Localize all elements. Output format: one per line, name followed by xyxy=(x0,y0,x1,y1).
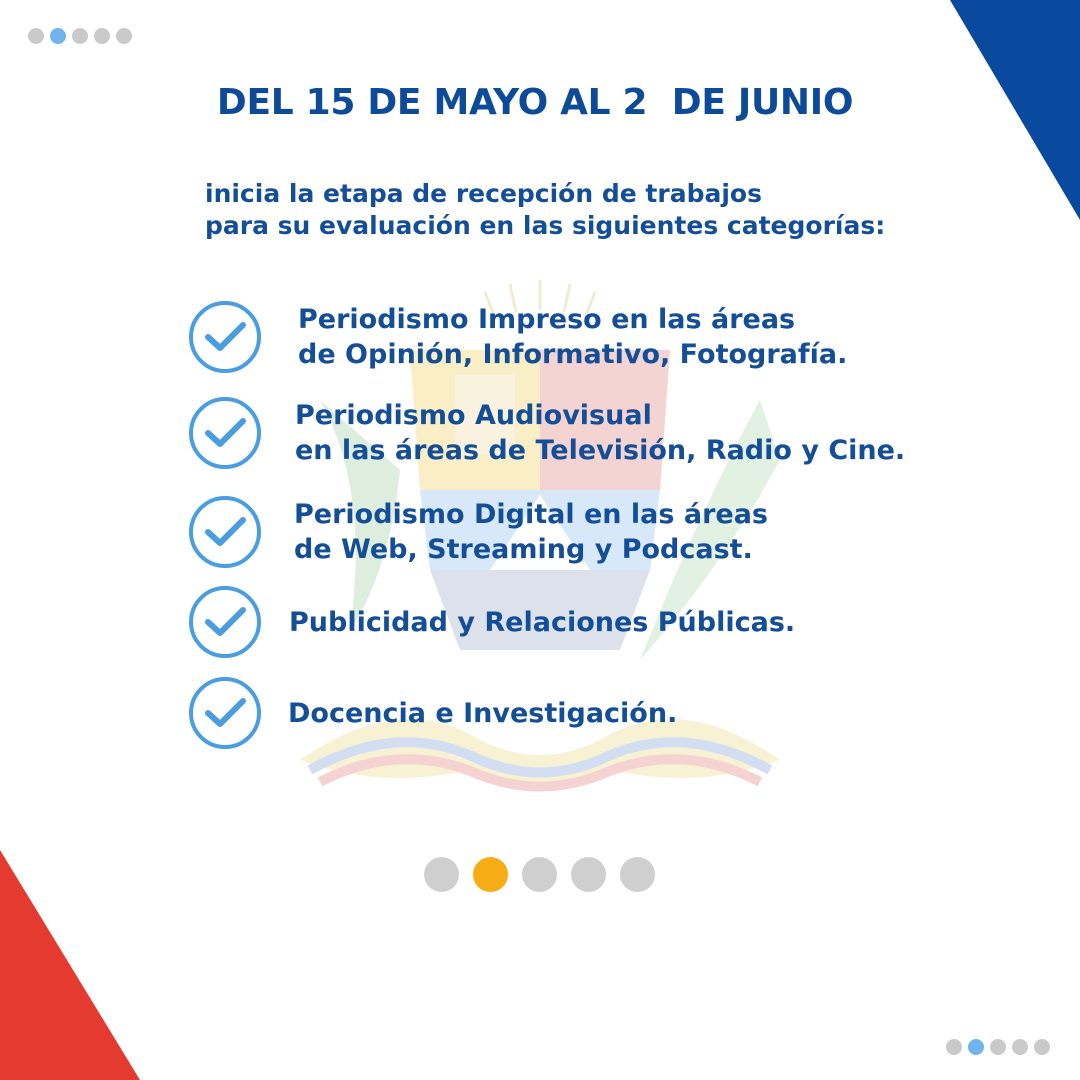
indicator-dot xyxy=(990,1039,1006,1055)
page-dot[interactable] xyxy=(424,857,459,892)
carousel-indicator-bottom xyxy=(946,1039,1050,1055)
indicator-dot xyxy=(1034,1039,1050,1055)
category-label xyxy=(298,302,847,372)
category-label xyxy=(289,605,795,640)
check-circle-icon xyxy=(188,396,262,470)
date-range-title: DEL 15 DE MAYO AL 2 DE JUNIO xyxy=(216,82,854,123)
category-line-2: en las áreas de Televisión, Radio y Cine. xyxy=(295,435,906,466)
check-circle-icon xyxy=(188,495,262,569)
category-item xyxy=(188,585,795,659)
category-line-2: de Web, Streaming y Podcast. xyxy=(294,534,753,565)
indicator-dot xyxy=(1012,1039,1028,1055)
category-line-1: Periodismo Digital en las áreas xyxy=(294,499,769,530)
red-corner-decoration xyxy=(0,850,140,1080)
carousel-indicator-top xyxy=(28,28,132,44)
indicator-dot xyxy=(72,28,88,44)
category-line-1: Periodismo Impreso en las áreas xyxy=(298,304,796,335)
intro-text xyxy=(205,178,885,242)
indicator-dot xyxy=(946,1039,962,1055)
category-line-2: de Opinión, Informativo, Fotografía. xyxy=(298,339,848,370)
category-line-1: Periodismo Audiovisual xyxy=(295,400,652,431)
indicator-dot-active xyxy=(50,28,66,44)
page-dot-active[interactable] xyxy=(473,857,508,892)
indicator-dot xyxy=(28,28,44,44)
page-dot[interactable] xyxy=(522,857,557,892)
category-line-1: Docencia e Investigación. xyxy=(288,697,678,729)
category-line-1: Publicidad y Relaciones Públicas. xyxy=(289,606,796,638)
indicator-dot-active xyxy=(968,1039,984,1055)
indicator-dot xyxy=(94,28,110,44)
category-label xyxy=(294,497,768,567)
indicator-dot xyxy=(116,28,132,44)
intro-line-1: inicia la etapa de recepción de trabajos xyxy=(205,179,762,208)
category-item xyxy=(188,495,768,569)
pagination-dots xyxy=(424,857,655,892)
page-dot[interactable] xyxy=(571,857,606,892)
category-item xyxy=(188,676,677,750)
intro-line-2: para su evaluación en las siguientes categorías: xyxy=(205,211,886,240)
check-circle-icon xyxy=(188,585,262,659)
category-item xyxy=(188,396,905,470)
category-item xyxy=(188,300,847,374)
check-circle-icon xyxy=(188,676,262,750)
check-circle-icon xyxy=(188,300,262,374)
category-label xyxy=(288,696,677,731)
page-dot[interactable] xyxy=(620,857,655,892)
category-label xyxy=(295,398,905,468)
